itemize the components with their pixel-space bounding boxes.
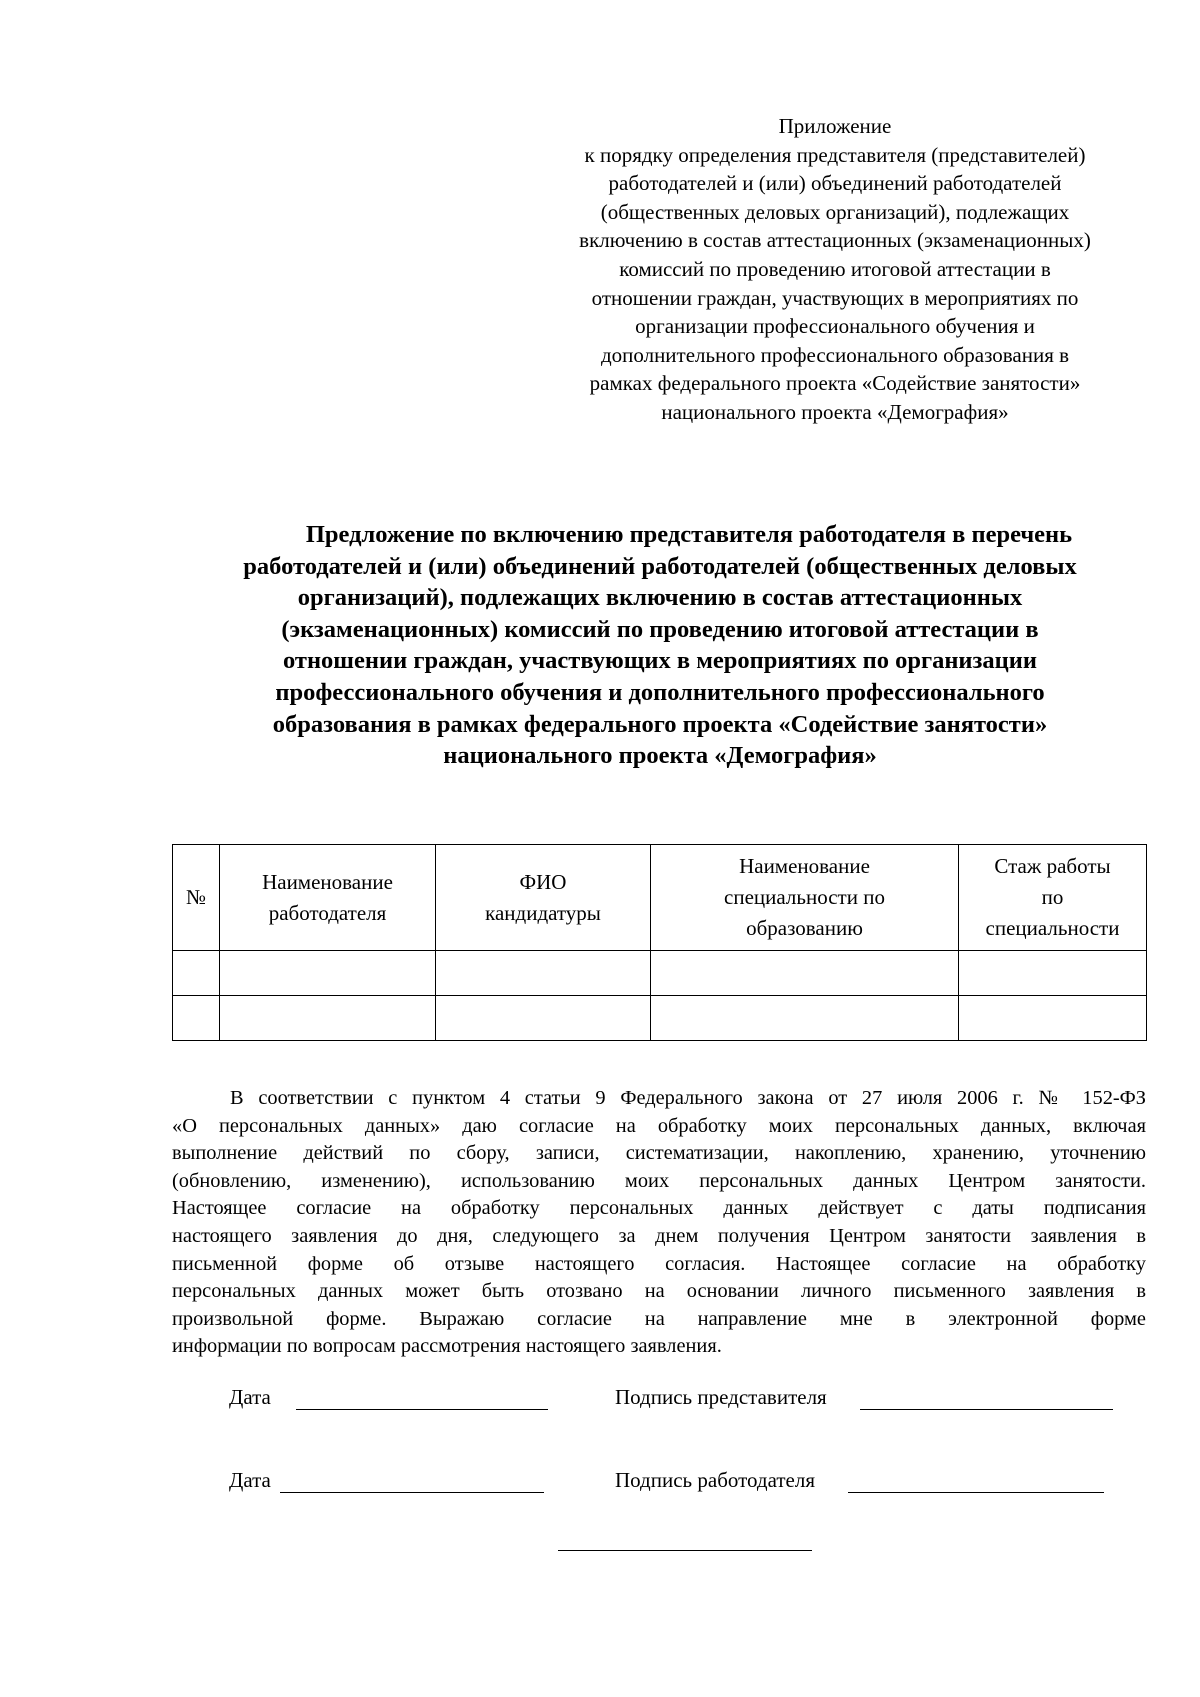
document-title: [170, 519, 1150, 772]
date-field-2[interactable]: [280, 1492, 544, 1493]
appendix-line: дополнительного профессионального образования в: [600, 342, 1070, 367]
consent-line: произвольной форме. Выражаю согласие на направление мне в электронной форме: [172, 1307, 1146, 1330]
closing-line: [558, 1550, 812, 1551]
table-cell[interactable]: [959, 996, 1147, 1041]
appendix-line: Приложение: [778, 114, 892, 138]
title-line: (экзаменационных) комиссий по проведению итоговой аттестации в: [281, 615, 1039, 643]
header-line: работодателя: [268, 900, 387, 925]
title-line: работодателей и (или) объединений работодателей (общественных деловых: [243, 552, 1077, 580]
table-cell[interactable]: [436, 951, 651, 996]
header-line: ФИО: [519, 869, 567, 894]
table-header-row: [173, 845, 1147, 951]
date-field-1[interactable]: [296, 1409, 548, 1410]
header-line: №: [185, 885, 207, 909]
header-employer-name: [220, 845, 436, 951]
candidates-table: [172, 844, 1147, 1041]
date-label-1: Дата: [229, 1385, 271, 1409]
header-line: образованию: [746, 916, 863, 940]
header-line: по: [1041, 885, 1064, 909]
appendix-line: работодателей и (или) объединений работодателей: [608, 171, 1062, 196]
consent-line: (обновлению, изменению), использованию моих персональных данных Центром занятости.: [172, 1169, 1146, 1192]
appendix-header: [530, 112, 1140, 427]
appendix-line: отношении граждан, участвующих в мероприятиях по: [591, 285, 1079, 310]
header-specialty: [651, 845, 959, 951]
header-line: специальности: [985, 916, 1120, 940]
consent-line: «О персональных данных» даю согласие на обработку моих персональных данных, включая: [172, 1114, 1146, 1137]
appendix-line: к порядку определения представителя (представителей): [584, 142, 1086, 167]
appendix-line: комиссий по проведению итоговой аттестации в: [619, 256, 1051, 281]
table-cell[interactable]: [173, 951, 220, 996]
table-cell[interactable]: [173, 996, 220, 1041]
consent-line: письменной форме об отзыве настоящего согласия. Настоящее согласие на обработку: [172, 1252, 1146, 1275]
title-line: отношении граждан, участвующих в мероприятиях по организации: [282, 647, 1037, 675]
consent-line: информации по вопросам рассмотрения настоящего заявления.: [172, 1335, 722, 1358]
consent-line: выполнение действий по сбору, записи, систематизации, накоплению, хранению, уточнению: [172, 1142, 1146, 1165]
table-cell[interactable]: [651, 951, 959, 996]
table-cell[interactable]: [220, 951, 436, 996]
header-line: специальности по: [724, 885, 885, 909]
table-row: [173, 951, 1147, 996]
header-candidate-name: [436, 845, 651, 951]
title-line: профессионального обучения и дополнительного профессионального: [275, 678, 1045, 706]
header-line: Стаж работы: [994, 854, 1111, 878]
appendix-line: организации профессионального обучения и: [635, 314, 1035, 339]
appendix-line: рамках федерального проекта «Содействие занятости»: [589, 371, 1081, 396]
consent-line: Настоящее согласие на обработку персональных данных действует с даты подписания: [172, 1197, 1146, 1220]
employer-signature-label: Подпись работодателя: [615, 1468, 815, 1492]
employer-signature-field[interactable]: [848, 1492, 1104, 1493]
header-line: кандидатуры: [485, 900, 601, 925]
table-cell[interactable]: [436, 996, 651, 1041]
table-row: [173, 996, 1147, 1041]
header-number: [173, 845, 220, 951]
table-cell[interactable]: [651, 996, 959, 1041]
consent-paragraph: [172, 1085, 1146, 1361]
rep-signature-label: Подпись представителя: [615, 1385, 827, 1409]
rep-signature-field[interactable]: [860, 1409, 1113, 1410]
title-line: образования в рамках федерального проекта «Содействие занятости»: [272, 710, 1048, 738]
consent-line: настоящего заявления до дня, следующего за днем получения Центром занятости заявления в: [172, 1224, 1146, 1247]
title-line: организаций), подлежащих включению в состав аттестационных: [297, 584, 1023, 612]
header-experience: [959, 845, 1147, 951]
appendix-line: национального проекта «Демография»: [661, 399, 1009, 424]
table-cell[interactable]: [959, 951, 1147, 996]
date-label-2: Дата: [229, 1468, 271, 1492]
consent-line: персональных данных может быть отозвано на основании личного письменного заявления в: [172, 1280, 1146, 1303]
header-line: Наименование: [739, 854, 870, 878]
table-cell[interactable]: [220, 996, 436, 1041]
appendix-line: включению в состав аттестационных (экзаменационных): [579, 228, 1091, 253]
header-line: Наименование: [262, 869, 393, 894]
appendix-line: (общественных деловых организаций), подлежащих: [600, 199, 1070, 224]
title-line: национального проекта «Демография»: [443, 742, 877, 770]
consent-line: В соответствии с пунктом 4 статьи 9 Федерального закона от 27 июля 2006 г. № 152-ФЗ: [230, 1087, 1146, 1109]
title-line: Предложение по включению представителя работодателя в перечень: [305, 521, 1073, 548]
